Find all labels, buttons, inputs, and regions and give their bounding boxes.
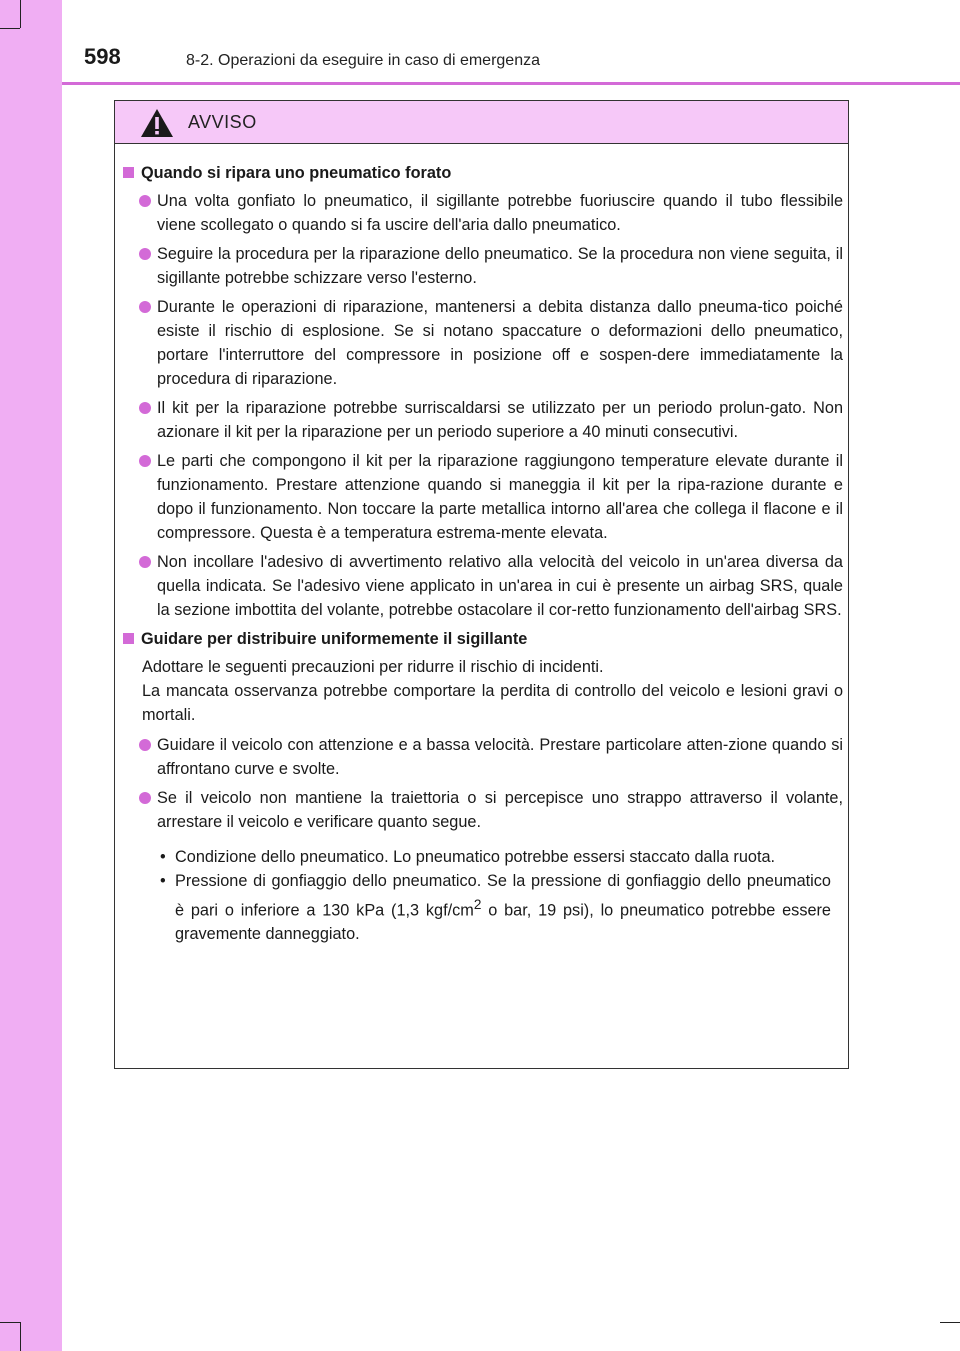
crop-mark <box>940 1322 960 1324</box>
header-rule <box>62 82 960 85</box>
warning-content <box>123 161 843 946</box>
round-bullet-icon <box>139 739 151 751</box>
warning-header <box>115 101 848 144</box>
page-header <box>84 44 904 74</box>
crop-mark <box>0 28 20 30</box>
round-bullet-icon <box>139 455 151 467</box>
sub-bullet: • <box>160 872 166 890</box>
warning-title: AVVISO <box>188 112 257 132</box>
page-number: 598 <box>84 44 121 69</box>
section-heading: Quando si ripara uno pneumatico forato <box>123 161 843 185</box>
warning-triangle-icon <box>140 108 174 138</box>
round-bullet-icon <box>139 556 151 568</box>
list-item: Una volta gonfiato lo pneumatico, il sigillante potrebbe fuoriuscire quando il tubo flessibile viene scollegato o quando si fa uscire dell'aria dallo pneumatico. <box>123 189 843 237</box>
sub-item: • Pressione di gonfiaggio dello pneumatico. Se la pressione di gonfiaggio dello pneumatico è pari o inferiore a 130 kPa (1,3 kgf/$cm^2$ o bar, 19 psi), lo pneumatico potrebbe essere gravemente danneggiato. <box>123 869 843 946</box>
round-bullet-icon <box>139 301 151 313</box>
list-item: Le parti che compongono il kit per la riparazione raggiungono temperature elevate durante il funzionamento. Prestare attenzione quando si maneggia il kit per la ripa-razione durante e dopo il funzionamento. Non toccare la parte metallica intorno all'area che collega il flacone e il compressore. Questa è a temperatura estrema-mente elevata. <box>123 449 843 545</box>
crop-mark <box>0 1322 20 1324</box>
square-bullet-icon <box>123 633 134 644</box>
list-item: Il kit per la riparazione potrebbe surriscaldarsi se utilizzato per un periodo prolun-gato. Non azionare il kit per la riparazione per un periodo superiore a 40 minuti consecutivi. <box>123 396 843 444</box>
section-heading: Guidare per distribuire uniformemente il sigillante <box>123 627 843 651</box>
round-bullet-icon <box>139 792 151 804</box>
round-bullet-icon <box>139 402 151 414</box>
intro-text: Adottare le seguenti precauzioni per ridurre il rischio di incidenti. <box>142 658 604 676</box>
list-item: Non incollare l'adesivo di avvertimento relativo alla velocità del veicolo in un'area diversa da quella indicata. Se l'adesivo viene applicato in un'area in cui è presente un airbag SRS, quale la sezione imbottita del volante, potrebbe ostacolare il cor-retto funzionamento dell'airbag SRS. <box>123 550 843 622</box>
round-bullet-icon <box>139 248 151 260</box>
square-bullet-icon <box>123 167 134 178</box>
crop-mark <box>20 0 22 28</box>
warning-box <box>114 100 849 1069</box>
intro-text: La mancata osservanza potrebbe comportare la perdita di controllo del veicolo e lesioni gravi o mortali. <box>142 682 843 724</box>
list-item: Guidare il veicolo con attenzione e a bassa velocità. Prestare particolare atten-zione quando si affrontano curve e svolte. <box>123 733 843 781</box>
sub-item: • Condizione dello pneumatico. Lo pneumatico potrebbe essersi staccato dalla ruota. <box>123 845 843 869</box>
list-item: Durante le operazioni di riparazione, mantenersi a debita distanza dallo pneuma-tico poiché esiste il rischio di esplosione. Se si notano spaccature o deformazioni dello pneumatico, portare l'interruttore del compressore in posizione off e sospen-dere immediatamente la procedura di riparazione. <box>123 295 843 391</box>
crop-mark <box>20 1322 22 1351</box>
page-edge-strip <box>0 0 62 1351</box>
sub-bullet: • <box>160 848 166 866</box>
list-item: Se il veicolo non mantiene la traiettoria o si percepisce uno strappo attraverso il volante, arrestare il veicolo e verificare quanto segue. <box>123 786 843 834</box>
section-title: 8-2. Operazioni da eseguire in caso di emergenza <box>186 52 540 69</box>
round-bullet-icon <box>139 195 151 207</box>
list-item: Seguire la procedura per la riparazione dello pneumatico. Se la procedura non viene seguita, il sigillante potrebbe schizzare verso l'esterno. <box>123 242 843 290</box>
